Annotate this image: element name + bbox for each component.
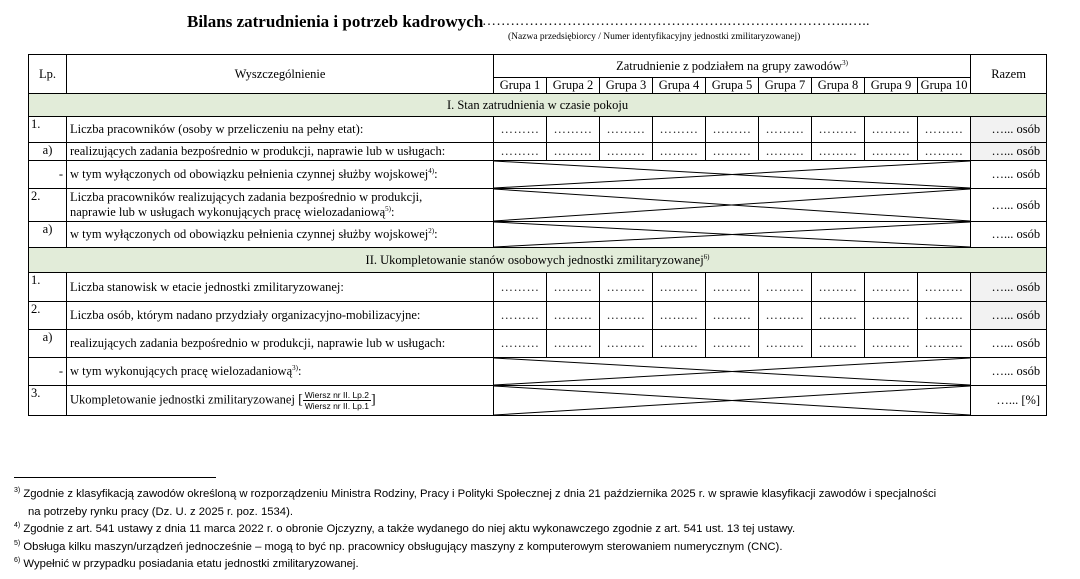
- header-lp: Lp.: [29, 55, 67, 94]
- row-description: realizujących zadania bezpośrednio w produkcji, naprawie lub w usługach:: [67, 330, 494, 358]
- group-header: Grupa 9: [865, 78, 918, 94]
- group-value-cell[interactable]: ………: [547, 117, 600, 143]
- group-value-cell[interactable]: ………: [600, 273, 653, 302]
- footnotes: [14, 486, 1074, 574]
- row-number: 1.: [29, 273, 67, 302]
- header-groups: Zatrudnienie z podziałem na grupy zawodów$^{3)}$: [494, 55, 971, 78]
- group-value-cell[interactable]: ………: [918, 143, 971, 161]
- group-value-cell[interactable]: ………: [706, 143, 759, 161]
- group-value-cell[interactable]: ………: [706, 302, 759, 330]
- group-value-cell[interactable]: ………: [547, 330, 600, 358]
- row-description: realizujących zadania bezpośrednio w produkcji, naprawie lub w usługach:: [67, 143, 494, 161]
- table-row: [29, 273, 1047, 302]
- company-name-caption: (Nazwa przedsiębiorcy / Numer identyfikacyjny jednostki zmilitaryzowanej): [508, 32, 801, 42]
- table-row: [29, 189, 1047, 222]
- section-heading-2: II. Ukompletowanie stanów osobowych jednostki zmilitaryzowanej$^{6)}$: [29, 248, 1047, 273]
- row-description: w tym wyłączonych od obowiązku pełnienia czynnej służby wojskowej$^{2)}$:: [67, 222, 494, 248]
- total-cell[interactable]: …... osób: [971, 273, 1047, 302]
- group-value-cell[interactable]: ………: [812, 117, 865, 143]
- row-number: 3.: [29, 386, 67, 416]
- crossed-out-cell: [494, 386, 971, 416]
- row-number: a): [29, 222, 67, 248]
- row-number: -: [29, 161, 67, 189]
- table-row: [29, 222, 1047, 248]
- company-name-field[interactable]: …………………………………………….……………………..…..: [482, 14, 870, 29]
- crossed-out-cell: [494, 189, 971, 222]
- group-header: Grupa 1: [494, 78, 547, 94]
- group-value-cell[interactable]: ………: [812, 302, 865, 330]
- total-cell[interactable]: …... osób: [971, 222, 1047, 248]
- crossed-out-cell: [494, 358, 971, 386]
- ratio-formula: $\frac{\text{Wiersz nr II. Lp.2}}{\text{Wiersz nr II. Lp.1}}$: [304, 390, 369, 411]
- total-cell[interactable]: …... osób: [971, 302, 1047, 330]
- group-value-cell[interactable]: ………: [600, 117, 653, 143]
- total-cell[interactable]: …... osób: [971, 117, 1047, 143]
- group-value-cell[interactable]: ………: [653, 117, 706, 143]
- row-description: w tym wykonujących pracę wielozadaniową$^{3)}$:: [67, 358, 494, 386]
- total-cell[interactable]: …... osób: [971, 330, 1047, 358]
- footnote: $^{6)}$ Wypełnić w przypadku posiadania etatu jednostki zmilitaryzowanej.: [14, 557, 359, 570]
- row-description: Liczba pracowników (osoby w przeliczeniu na pełny etat):: [67, 117, 494, 143]
- group-value-cell[interactable]: ………: [494, 302, 547, 330]
- header-total: Razem: [971, 55, 1047, 94]
- group-value-cell[interactable]: ………: [865, 117, 918, 143]
- group-header: Grupa 7: [759, 78, 812, 94]
- group-value-cell[interactable]: ………: [812, 273, 865, 302]
- total-cell[interactable]: …... [%]: [971, 386, 1047, 416]
- row-number: 2.: [29, 302, 67, 330]
- group-value-cell[interactable]: ………: [865, 302, 918, 330]
- group-value-cell[interactable]: ………: [600, 302, 653, 330]
- table-row: [29, 386, 1047, 416]
- group-value-cell[interactable]: ………: [812, 330, 865, 358]
- group-value-cell[interactable]: ………: [706, 330, 759, 358]
- group-value-cell[interactable]: ………: [547, 143, 600, 161]
- section-heading-1: I. Stan zatrudnienia w czasie pokoju: [29, 94, 1047, 117]
- group-value-cell[interactable]: ………: [547, 273, 600, 302]
- group-value-cell[interactable]: ………: [865, 330, 918, 358]
- row-number: a): [29, 330, 67, 358]
- table-row: [29, 330, 1047, 358]
- group-value-cell[interactable]: ………: [865, 143, 918, 161]
- employment-balance-table: [28, 54, 1047, 416]
- table-row: [29, 358, 1047, 386]
- row-description: Liczba osób, którym nadano przydziały organizacyjno-mobilizacyjne:: [67, 302, 494, 330]
- row-number: 1.: [29, 117, 67, 143]
- group-value-cell[interactable]: ………: [918, 330, 971, 358]
- footnote: na potrzeby rynku pracy (Dz. U. z 2025 r. poz. 1534).: [28, 505, 293, 518]
- group-value-cell[interactable]: ………: [494, 273, 547, 302]
- group-value-cell[interactable]: ………: [918, 117, 971, 143]
- group-value-cell[interactable]: ………: [600, 330, 653, 358]
- crossed-out-cell: [494, 161, 971, 189]
- document-title: Bilans zatrudnienia i potrzeb kadrowych: [187, 12, 484, 31]
- table-header-row: [29, 55, 1047, 78]
- crossed-out-cell: [494, 222, 971, 248]
- table-row: [29, 143, 1047, 161]
- row-number: 2.: [29, 189, 67, 222]
- group-header: Grupa 4: [653, 78, 706, 94]
- group-value-cell[interactable]: ………: [547, 302, 600, 330]
- group-value-cell[interactable]: ………: [706, 117, 759, 143]
- group-header: Grupa 8: [812, 78, 865, 94]
- group-value-cell[interactable]: ………: [759, 117, 812, 143]
- group-value-cell[interactable]: ………: [653, 143, 706, 161]
- total-cell[interactable]: …... osób: [971, 358, 1047, 386]
- group-header: Grupa 2: [547, 78, 600, 94]
- group-value-cell[interactable]: ………: [759, 143, 812, 161]
- group-header: Grupa 5: [706, 78, 759, 94]
- group-value-cell[interactable]: ………: [494, 330, 547, 358]
- group-value-cell[interactable]: ………: [812, 143, 865, 161]
- group-value-cell[interactable]: ………: [653, 330, 706, 358]
- group-value-cell[interactable]: ………: [918, 302, 971, 330]
- row-number: a): [29, 143, 67, 161]
- group-header: Grupa 3: [600, 78, 653, 94]
- row-description: w tym wyłączonych od obowiązku pełnienia czynnej służby wojskowej$^{4)}$:: [67, 161, 494, 189]
- group-header: Grupa 10: [918, 78, 971, 94]
- group-value-cell[interactable]: ………: [653, 302, 706, 330]
- footnote: $^{4)}$ Zgodnie z art. 541 ustawy z dnia 11 marca 2022 r. o obronie Ojczyzny, a także wydanego do niej aktu wykonawczego zgodnie z art. 541 ust. 13 tej ustawy.: [14, 522, 796, 535]
- row-description: Liczba pracowników realizujących zadania bezpośrednio w produkcji, naprawie lub w usługach wykonujących pracę wielozadaniową$^{5)}$:: [67, 189, 494, 222]
- group-value-cell[interactable]: ………: [494, 143, 547, 161]
- group-value-cell[interactable]: ………: [865, 273, 918, 302]
- group-value-cell[interactable]: ………: [600, 143, 653, 161]
- total-cell[interactable]: …... osób: [971, 161, 1047, 189]
- group-value-cell[interactable]: ………: [918, 273, 971, 302]
- row-description: Liczba stanowisk w etacie jednostki zmilitaryzowanej:: [67, 273, 494, 302]
- total-cell[interactable]: …... osób: [971, 189, 1047, 222]
- table-row: [29, 161, 1047, 189]
- group-value-cell[interactable]: ………: [759, 273, 812, 302]
- table-row: [29, 117, 1047, 143]
- total-cell[interactable]: …... osób: [971, 143, 1047, 161]
- header-description: Wyszczególnienie: [67, 55, 494, 94]
- group-value-cell[interactable]: ………: [759, 302, 812, 330]
- group-value-cell[interactable]: ………: [706, 273, 759, 302]
- footnote: $^{3)}$ Zgodnie z klasyfikacją zawodów określoną w rozporządzeniu Ministra Rodziny, Pracy i Polityki Społecznej z dnia 21 października 2025 r. w sprawie klasyfikacji zawodów i specjalności: [14, 487, 937, 500]
- footnote-separator: [14, 477, 216, 478]
- group-value-cell[interactable]: ………: [759, 330, 812, 358]
- row-description: Ukompletowanie jednostki zmilitaryzowanej [ $\frac{\text{Wiersz nr II. Lp.2}}{\text{Wiersz nr II. Lp.1}}$ ]: [67, 386, 494, 416]
- group-value-cell[interactable]: ………: [494, 117, 547, 143]
- table-row: [29, 302, 1047, 330]
- group-value-cell[interactable]: ………: [653, 273, 706, 302]
- footnote: $^{5)}$ Obsługa kilku maszyn/urządzeń jednocześnie – mogą to być np. pracownicy obsługujący maszyny z komputerowym sterowaniem numerycznym (CNC).: [14, 539, 783, 553]
- row-number: -: [29, 358, 67, 386]
